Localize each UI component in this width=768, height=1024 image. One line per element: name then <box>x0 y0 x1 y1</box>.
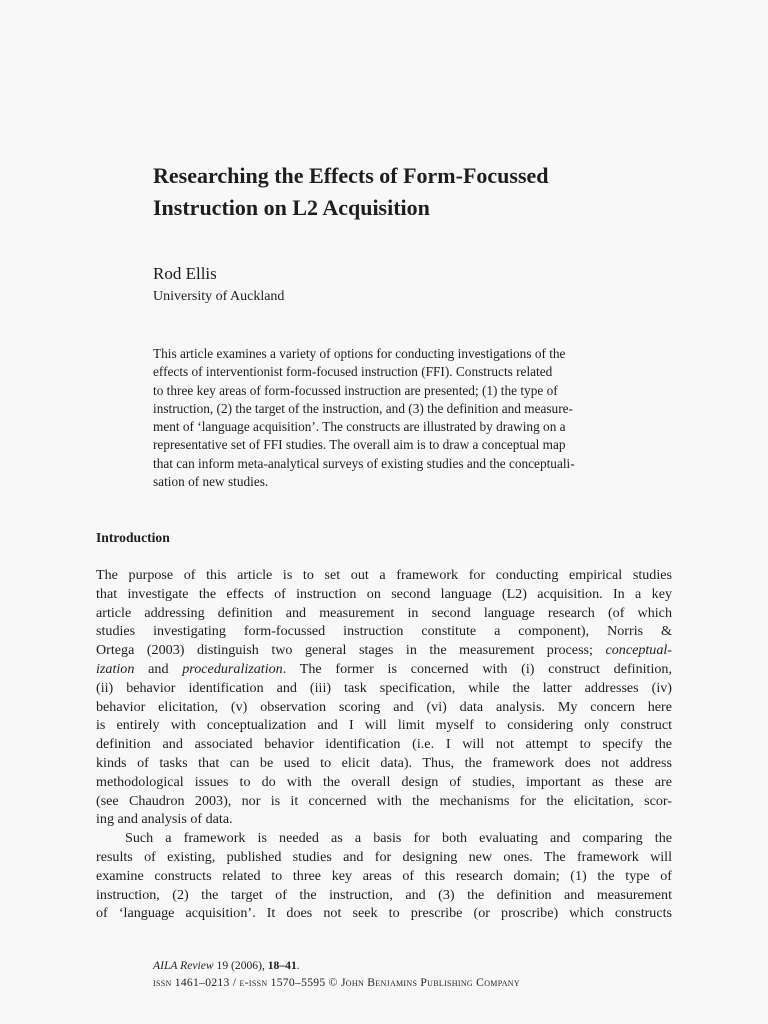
body-line: (ii) behavior identification and (iii) task specification, while the latter addresses (iv) <box>96 679 672 696</box>
body-line: kinds of tasks that can be used to elicit data). Thus, the framework does not address <box>96 754 672 771</box>
body-line: results of existing, published studies and for designing new ones. The framework will <box>96 848 672 865</box>
italic-term: proceduralization <box>182 660 283 677</box>
body-line <box>96 660 672 679</box>
paragraph-1 <box>96 566 672 829</box>
body-line: of ‘language acquisition’. It does not seek to prescribe (or proscribe) which constructs <box>96 905 672 922</box>
body-text <box>96 566 672 923</box>
italic-term: conceptual- <box>605 642 672 659</box>
abstract-line: representative set of FFI studies. The overall aim is to draw a conceptual map <box>153 437 566 453</box>
title-line: Instruction on L2 Acquisition <box>153 195 430 220</box>
author-affiliation: University of Auckland <box>153 289 285 304</box>
body-line: methodological issues to do with the overall design of studies, important as these are <box>96 773 672 790</box>
body-line: instruction, (2) the target of the instruction, and (3) the definition and measurement <box>96 886 672 903</box>
abstract-line: ment of ‘language acquisition’. The constructs are illustrated by drawing on a <box>153 419 566 435</box>
body-line: ing and analysis of data. <box>96 811 233 828</box>
body-line: examine constructs related to three key areas of this research domain; (1) the type of <box>96 867 672 884</box>
citation-line <box>153 957 673 974</box>
abstract-line: effects of interventionist form-focused instruction (FFI). Constructs related <box>153 364 553 380</box>
body-line: that investigate the effects of instruction on second language (L2) acquisition. In a key <box>96 585 672 602</box>
body-text-run: Ortega (2003) distinguish two general stages in the measurement process; <box>96 642 606 659</box>
volume-year: 19 (2006), <box>213 959 268 972</box>
body-line: (see Chaudron 2003), nor is it concerned with the mechanisms for the elicitation, scor- <box>96 792 672 809</box>
abstract-line: instruction, (2) the target of the instruction, and (3) the definition and measure- <box>153 400 573 416</box>
body-line: definition and associated behavior identification (i.e. I will not attempt to specify the <box>96 736 672 753</box>
body-line: studies investigating form-focussed instruction constitute a component), Norris & <box>96 623 672 640</box>
body-line: The purpose of this article is to set out a framework for conducting empirical studies <box>96 567 672 583</box>
abstract <box>153 345 673 491</box>
issn-line: issn 1461–0213 / e-issn 1570–5595 © John Benjamins Publishing Company <box>153 976 520 989</box>
article-title <box>153 160 673 224</box>
page-range: 18–41 <box>267 959 297 972</box>
body-line <box>96 641 672 660</box>
abstract-line: This article examines a variety of options for conducting investigations of the <box>153 346 566 361</box>
section-heading: Introduction <box>96 530 170 545</box>
author-name: Rod Ellis <box>153 264 217 283</box>
title-line: Researching the Effects of Form-Focussed <box>153 163 549 188</box>
body-line: Such a framework is needed as a basis for both evaluating and comparing the <box>125 830 672 847</box>
abstract-line: sation of new studies. <box>153 474 269 490</box>
body-text-run: . The former is concerned with (i) construct definition, <box>282 660 672 677</box>
body-line: behavior elicitation, (v) observation scoring and (vi) data analysis. My concern here <box>96 698 672 715</box>
body-line: is entirely with conceptualization and I will limit myself to considering only construct <box>96 717 672 734</box>
abstract-line: that can inform meta-analytical surveys of existing studies and the conceptuali- <box>153 455 575 471</box>
citation-period: . <box>296 959 300 972</box>
journal-name: AILA Review <box>153 959 214 972</box>
body-text-run: and <box>134 660 183 677</box>
italic-term: ization <box>96 660 135 677</box>
paragraph-2 <box>96 829 672 923</box>
abstract-line: to three key areas of form-focussed instruction are presented; (1) the type of <box>153 382 558 398</box>
body-line: article addressing definition and measurement in second language research (of which <box>96 604 672 621</box>
page-footer <box>153 957 673 991</box>
